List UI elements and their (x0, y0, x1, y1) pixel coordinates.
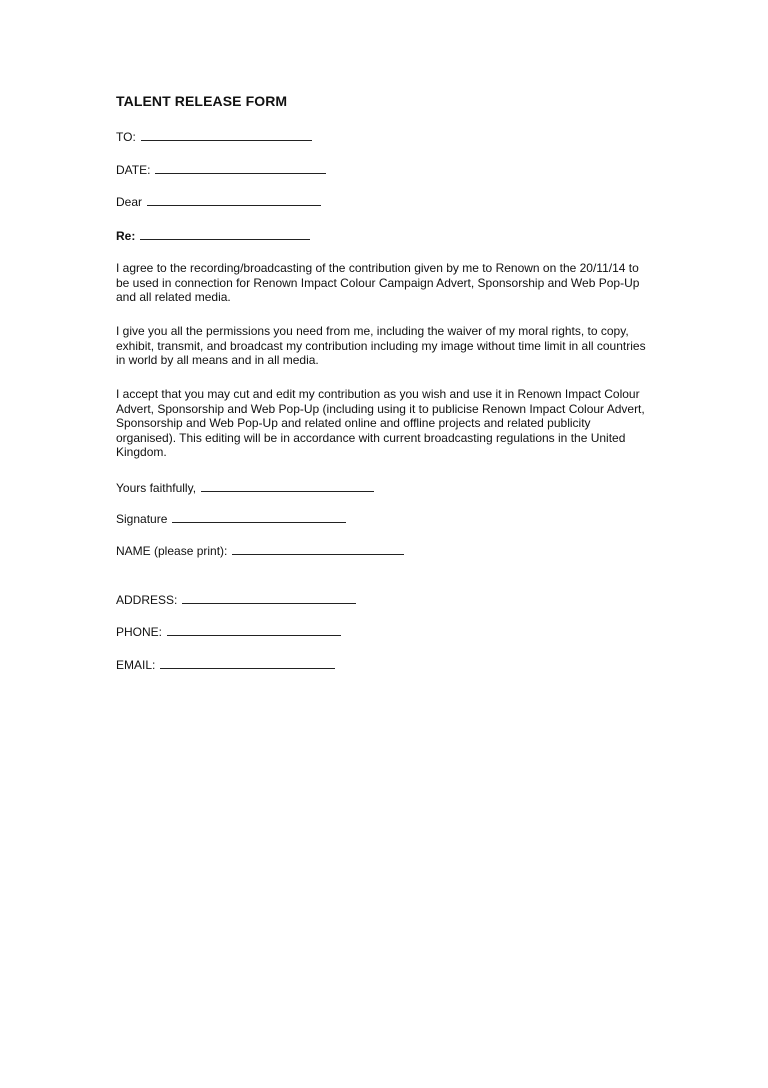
to-field (116, 130, 312, 144)
to-label: TO: (116, 130, 136, 144)
phone-label: PHONE: (116, 625, 163, 639)
name-label: NAME (please print): (116, 544, 228, 558)
address-field (116, 593, 356, 607)
dear-label: Dear (116, 195, 143, 209)
phone-blank-line[interactable] (167, 625, 341, 636)
name-field (116, 544, 404, 558)
address-label: ADDRESS: (116, 593, 178, 607)
signature-blank-line[interactable] (172, 512, 346, 523)
name-blank-line[interactable] (232, 544, 404, 555)
form-title: TALENT RELEASE FORM (116, 93, 288, 109)
dear-blank-line[interactable] (147, 195, 321, 206)
yours-faithfully-field (116, 481, 374, 495)
paragraph-permissions: I give you all the permissions you need from me, including the waiver of my moral rights, to copy, exhibit, transmit, and broadcast my contribution including my image without time limit in all countries in world by all means and in all media. (116, 324, 646, 368)
date-label: DATE: (116, 163, 151, 177)
phone-field (116, 625, 341, 639)
dear-field (116, 195, 321, 209)
yours-faithfully-blank-line[interactable] (201, 481, 374, 492)
re-label: Re: (116, 229, 136, 243)
date-field (116, 163, 326, 177)
email-blank-line[interactable] (160, 658, 335, 669)
email-field (116, 658, 335, 672)
signature-label: Signature (116, 512, 168, 526)
to-blank-line[interactable] (141, 130, 312, 141)
re-blank-line[interactable] (140, 229, 310, 240)
date-blank-line[interactable] (155, 163, 326, 174)
email-label: EMAIL: (116, 658, 156, 672)
address-blank-line[interactable] (182, 593, 356, 604)
signature-field (116, 512, 346, 526)
paragraph-editing: I accept that you may cut and edit my contribution as you wish and use it in Renown Impact Colour Advert, Sponsorship and Web Pop-Up (including using it to publicise Renown Impact Colour Advert, Sponsorship and Web Pop-Up and related online and offline projects and related publicity organised). This editing will be in accordance with current broadcasting regulations in the United Kingdom. (116, 387, 645, 460)
re-field (116, 229, 310, 243)
paragraph-agreement: I agree to the recording/broadcasting of the contribution given by me to Renown on the 20/11/14 to be used in connection for Renown Impact Colour Campaign Advert, Sponsorship and Web Pop-Up and all related media. (116, 261, 640, 305)
yours-faithfully-label: Yours faithfully, (116, 481, 197, 495)
